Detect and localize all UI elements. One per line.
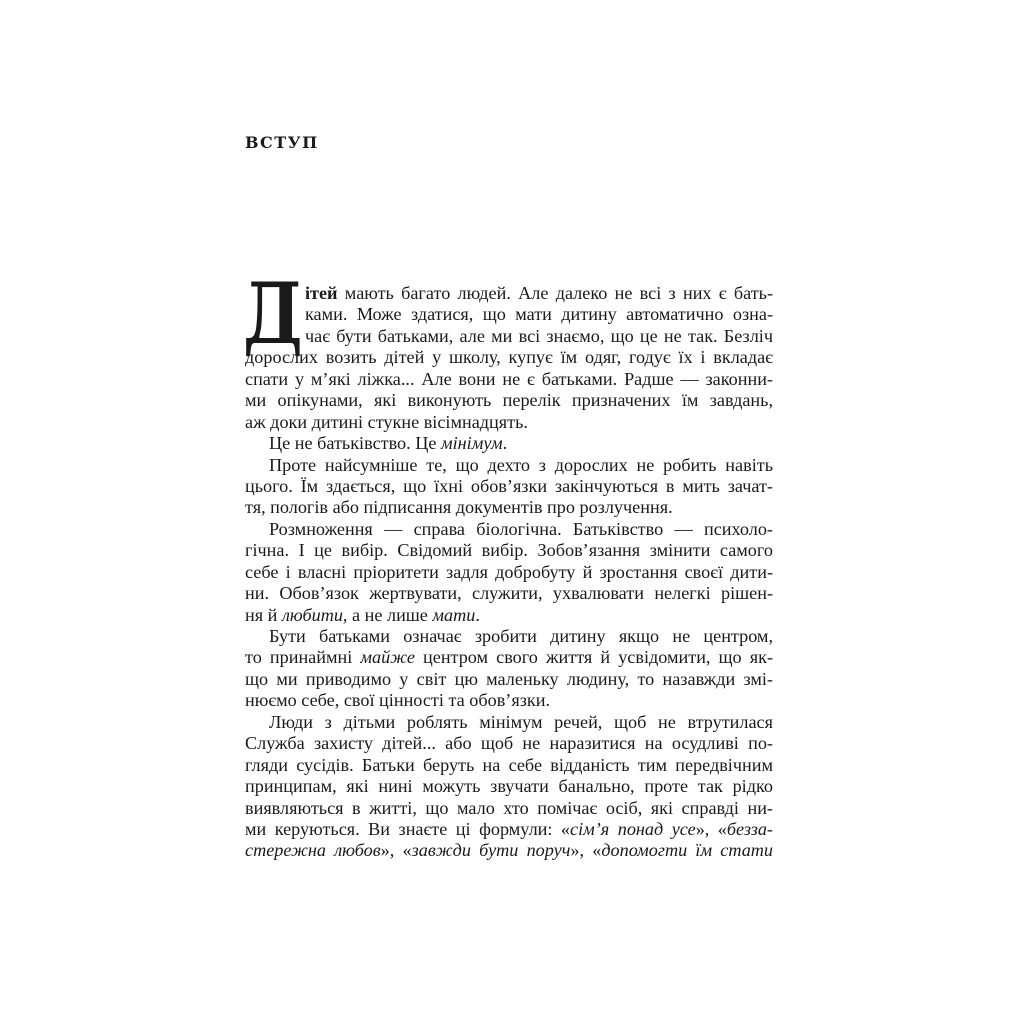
text-line bbox=[245, 647, 773, 668]
text-line bbox=[245, 776, 773, 797]
text-line bbox=[245, 733, 773, 754]
text-segment: Люди з дітьми роблять мінімум речей, щоб не втрутилася bbox=[269, 711, 773, 732]
text-line bbox=[245, 583, 773, 604]
body-text bbox=[245, 283, 773, 862]
chapter-title: ВСТУП bbox=[245, 133, 319, 152]
text-segment: аж доки дитині стукне вісімнадцять. bbox=[245, 411, 528, 432]
text-line bbox=[245, 755, 773, 776]
text-segment: Проте найсумніше те, що дехто з дорослих не робить навіть bbox=[269, 454, 773, 475]
text-line bbox=[245, 497, 773, 518]
text-segment: цього. Їм здається, що їхні обов’язки закінчуються в мить зачат- bbox=[245, 475, 773, 496]
text-segment: Розмноження — справа біологічна. Батьківство — психоло- bbox=[269, 518, 773, 539]
drop-cap: Д bbox=[243, 264, 303, 363]
text-segment: , а не лише bbox=[342, 604, 433, 625]
text-segment: виявляються в житті, що мало хто помічає осіб, які справді ни- bbox=[245, 797, 773, 818]
italic-text: мінімум bbox=[441, 433, 503, 454]
text-line bbox=[245, 347, 773, 368]
text-segment: ми керуються. Ви знаєте ці формули: « bbox=[245, 818, 570, 839]
text-segment: Це не батьківство. Це bbox=[269, 433, 441, 454]
text-segment: ни. Обов’язок жертвувати, служити, ухвалювати нелегкі рішен- bbox=[245, 583, 773, 604]
italic-text: завжди бути поруч bbox=[411, 840, 571, 861]
bold-text: ітей bbox=[305, 283, 338, 303]
text-line bbox=[245, 455, 773, 476]
text-segment: що ми приводимо у світ цю маленьку людину, то назавжди змі- bbox=[245, 668, 773, 689]
text-line bbox=[245, 369, 773, 390]
italic-text: любити bbox=[281, 604, 343, 625]
text-segment: спати у м’які ліжка... Але вони не є батьками. Радше — законни- bbox=[245, 368, 773, 389]
text-line bbox=[245, 433, 773, 454]
text-segment: . bbox=[502, 433, 508, 454]
text-segment: центром свого життя й усвідомити, що як- bbox=[414, 647, 773, 668]
text-line bbox=[245, 605, 773, 626]
text-segment: мають багато людей. Але далеко не всі з них є бать- bbox=[337, 283, 773, 303]
text-line bbox=[245, 390, 773, 411]
text-line bbox=[245, 819, 773, 840]
text-line bbox=[245, 304, 773, 325]
text-segment: чає бути батьками, але ми всі знаємо, що це не так. Безліч bbox=[305, 325, 773, 346]
text-segment: », « bbox=[695, 818, 727, 839]
text-segment: Служба захисту дітей... або щоб не наразитися на осудливі по- bbox=[245, 733, 773, 754]
text-line bbox=[245, 540, 773, 561]
text-line bbox=[245, 326, 773, 347]
text-line bbox=[245, 283, 773, 304]
text-line bbox=[245, 690, 773, 711]
text-line bbox=[245, 562, 773, 583]
text-line bbox=[245, 412, 773, 433]
text-segment: себе і власні пріоритети задля добробуту й зростання своєї дити- bbox=[245, 561, 773, 582]
text-line bbox=[245, 519, 773, 540]
text-line bbox=[245, 626, 773, 647]
italic-text: мати bbox=[432, 604, 476, 625]
italic-text: майже bbox=[360, 647, 415, 668]
text-line bbox=[245, 840, 773, 861]
text-segment: Бути батьками означає зробити дитину якщо не центром, bbox=[269, 626, 773, 646]
text-segment: ня й bbox=[245, 604, 282, 625]
text-segment: », « bbox=[570, 840, 602, 861]
text-segment: », « bbox=[380, 840, 412, 861]
text-line bbox=[245, 476, 773, 497]
text-line bbox=[245, 712, 773, 733]
text-segment: гляди сусідів. Батьки беруть на себе відданість тим передвічним bbox=[245, 754, 773, 775]
text-line bbox=[245, 669, 773, 690]
text-segment: гічна. І це вибір. Свідомий вибір. Зобов’язання змінити самого bbox=[245, 540, 773, 561]
text-segment: нюємо себе, свої цінності та обов’язки. bbox=[245, 690, 551, 711]
text-segment: то принаймні bbox=[245, 647, 361, 668]
italic-text: стережна любов bbox=[245, 840, 381, 861]
text-segment: принципам, які нині можуть звучати банально, проте так рідко bbox=[245, 776, 773, 797]
italic-text: безза- bbox=[726, 818, 773, 839]
italic-text: допомогти їм стати bbox=[601, 840, 774, 861]
text-segment: ками. Може здатися, що мати дитину автоматично озна- bbox=[305, 304, 773, 325]
text-segment: ми опікунами, які виконують перелік призначених їм завдань, bbox=[245, 390, 773, 411]
text-segment: . bbox=[475, 604, 480, 625]
text-segment: тя, пологів або підписання документів про розлучення. bbox=[245, 497, 673, 518]
italic-text: сім’я понад усе bbox=[570, 818, 696, 839]
text-line bbox=[245, 798, 773, 819]
text-segment: дорослих возить дітей у школу, купує їм одяг, годує їх і вкладає bbox=[245, 347, 773, 368]
